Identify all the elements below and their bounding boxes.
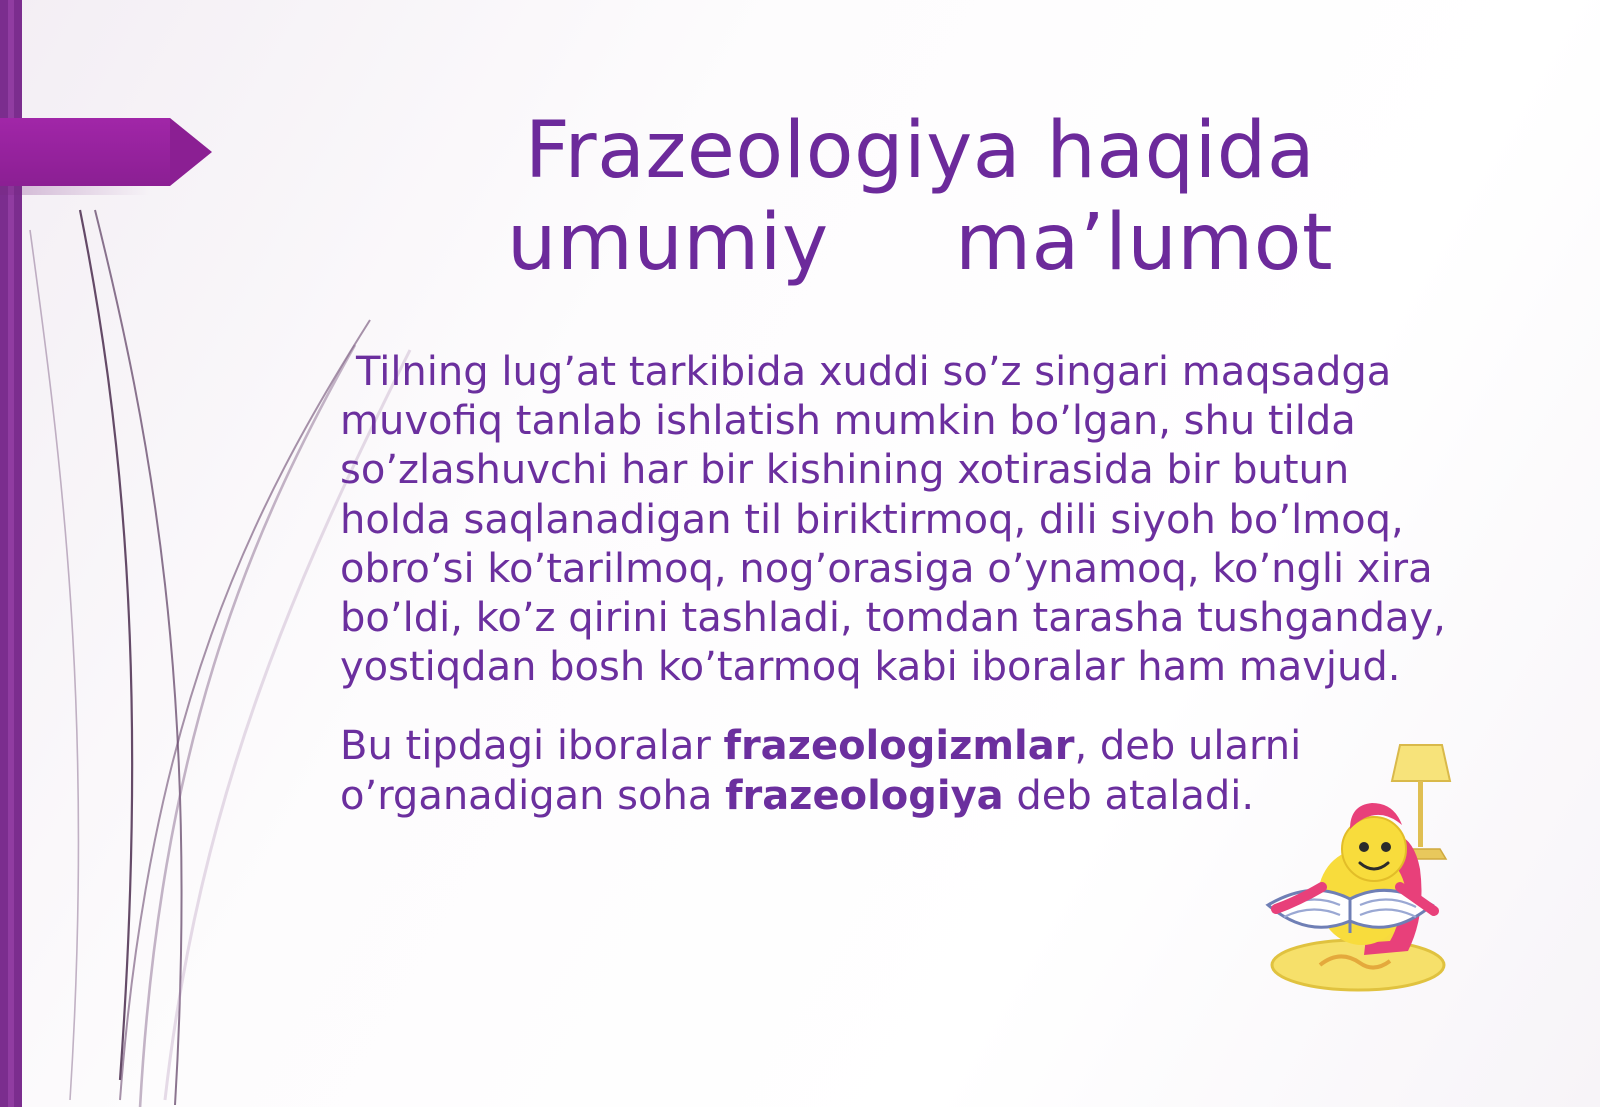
- cartoon-character-reading-book-illustration: [1250, 737, 1480, 997]
- paragraph-terms-part3: deb ataladi.: [1003, 772, 1255, 819]
- page-title: [330, 105, 1510, 289]
- title-line-2: umumiy ma’lumot: [506, 198, 1334, 289]
- arrow-ribbon-shadow: [0, 186, 150, 195]
- term-frazeologizmlar: frazeologizmlar: [723, 723, 1075, 770]
- paragraph-terms-part1: Bu tipdagi iboralar: [340, 723, 724, 770]
- term-frazeologiya: frazeologiya: [725, 772, 1004, 819]
- arrow-ribbon-decoration: [0, 118, 170, 186]
- title-line-1: Frazeologiya haqida: [524, 106, 1316, 196]
- paragraph-definition: Tilning lug’at tarkibida xuddi so’z singari maqsadga muvofiq tanlab ishlatish mumkin bo’lgan, shu tilda so’zlashuvchi har bir kishining xotirasida bir butun holda saqlanadigan til biriktirmoq, dili siyoh bo’lmoq, obro’si ko’tarilmoq, nog’orasiga o’ynamoq, ko’ngli xira bo’ldi, ko’z qirini tashladi, tomdan tarasha tushganday, yostiqdan bosh ko’tarmoq kabi iboralar ham mavjud.: [340, 349, 1446, 691]
- paragraph-terms-part2: , deb ularni o’rganadigan soha: [340, 723, 1302, 819]
